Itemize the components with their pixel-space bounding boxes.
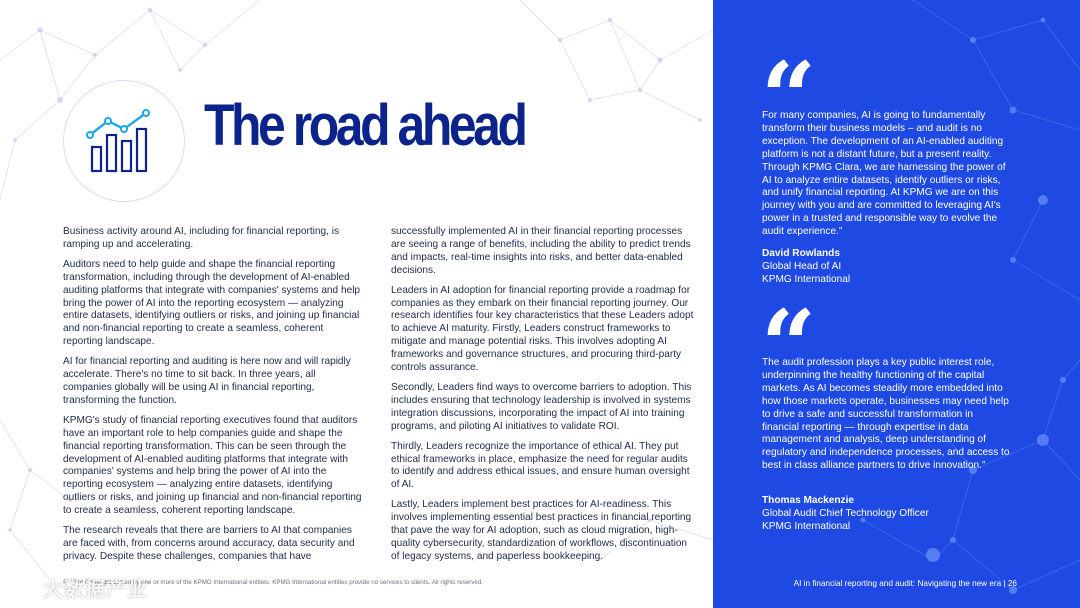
paragraph: AI for financial reporting and auditing is here now and will rapidly accelerate. There's no time to sit back. In three years, all companies globally will be using AI in financial reporting, transforming the function.: [63, 356, 351, 406]
speaker-role: Global Head of AI: [762, 260, 842, 272]
chart-icon-badge: [63, 80, 185, 202]
quote-attribution: [762, 495, 1022, 534]
speaker-role: Global Audit Chief Technology Officer: [762, 507, 929, 519]
paragraph: successfully implemented AI in their financial reporting processes are seeing a range of benefits, including the ability to predict trends and impacts, real-time insights into risks, and better data-enabled decisions.: [391, 226, 691, 276]
bar-chart-growth-icon: [84, 109, 164, 173]
speaker-name: Thomas Mackenzie: [762, 495, 854, 506]
paragraph: Auditors need to help guide and shape the financial reporting transformation, including through the development of AI-enabled auditing platforms that integrate with companies' systems and help bring the power of AI into the reporting ecosystem — analyzing entire datasets, identifying outliers or risks, and joining up financial and non-financial reporting to create a seamless, coherent reporting landscape.: [63, 258, 361, 348]
watermark-text: 大数据产业: [43, 579, 148, 601]
paragraph: The research reveals that there are barriers to AI that companies are faced with, from concerns around accuracy, data security and privacy. Despite these challenges, companies that have: [63, 525, 355, 562]
paragraph: Thirdly, Leaders recognize the importance of ethical AI. They put ethical frameworks in place, emphasize the need for regular audits to identify and address ethical issues, and ensure human oversight of AI.: [391, 440, 690, 491]
page-title: The road ahead: [204, 93, 525, 158]
speaker-organization: KPMG International: [762, 520, 851, 532]
quote-attribution: [762, 248, 1022, 287]
watermark: [8, 573, 148, 602]
quote-text: The audit profession plays a key public interest role, underpinning the healthy functioning of the capital markets. As AI becomes steadily more embedded into how those markets operate, businesses may need help to drive a safe and successful transformation in financial reporting — through expertise in data management and analysis, deep understanding of regulatory and independence processes, and access to best in class alliance partners to drive innovation.”: [762, 357, 1010, 472]
paragraph: KPMG's study of financial reporting executives found that auditors have an important role to help companies guide and shape the financial reporting transformation. This can be seen through the development of AI-enabled auditing platforms that integrate with companies' systems and help bring the power of AI into the reporting ecosystem — analyzing entire datasets, identifying outliers or risks, and joining up financial and non-financial reporting to create a seamless, coherent reporting landscape.: [63, 414, 362, 517]
paragraph: Lastly, Leaders implement best practices for AI-readiness. This involves implementing essential best practices in financial reporting that pave the way for AI adoption, such as cloud migration, high-quality cybersecurity, standardization of workflows, discontinuation of legacy systems, and paperless bookkeeping.: [391, 499, 692, 562]
quote-mark-icon: “: [761, 289, 811, 402]
quote-text: For many companies, AI is going to fundamentally transform their business models – and audit is no exception. The development of an AI-enabled auditing platform is not a distant future, but a present reality. Through KPMG Clara, we are harnessing the power of AI to analyze entire datasets, identify outliers or risks, and unify financial reporting. At KPMG we are on this journey with you and are committed to leveraging AI's power in a trusted and responsible way to evolve the audit experience.”: [762, 110, 1006, 238]
speaker-name: David Rowlands: [762, 248, 840, 259]
left-text-column: [63, 226, 365, 571]
speaker-organization: KPMG International: [762, 273, 851, 285]
quote-panel: [713, 0, 1080, 608]
paragraph: Business activity around AI, including for financial reporting, is ramping up and accelerating.: [63, 226, 340, 250]
page-number-label: AI in financial reporting and audit: Navigating the new era | 26: [793, 579, 1017, 588]
legal-footer: © 2024 Copyright owned by one or more of the KPMG International entities. KPMG International entities provide no services to clients. All rights reserved.: [63, 579, 484, 586]
watermark-logo-icon: [8, 577, 38, 599]
middle-text-column: [391, 226, 697, 571]
quote-mark-icon: “: [761, 41, 811, 154]
paragraph: Leaders in AI adoption for financial reporting provide a roadmap for companies as they embark on their financial reporting journey. Our research identifies four key characteristics that these Leaders adopt to achieve AI maturity. Firstly, Leaders construct frameworks to mitigate and manage potential risks. This involves adopting AI frameworks and governance structures, and procuring third-party controls assurance.: [391, 284, 694, 374]
paragraph: Secondly, Leaders find ways to overcome barriers to adoption. This includes ensuring that technology leadership is involved in systems integration discussions, incorporating the impact of AI into training programs, and piloting AI initiatives to validate ROI.: [391, 381, 692, 432]
